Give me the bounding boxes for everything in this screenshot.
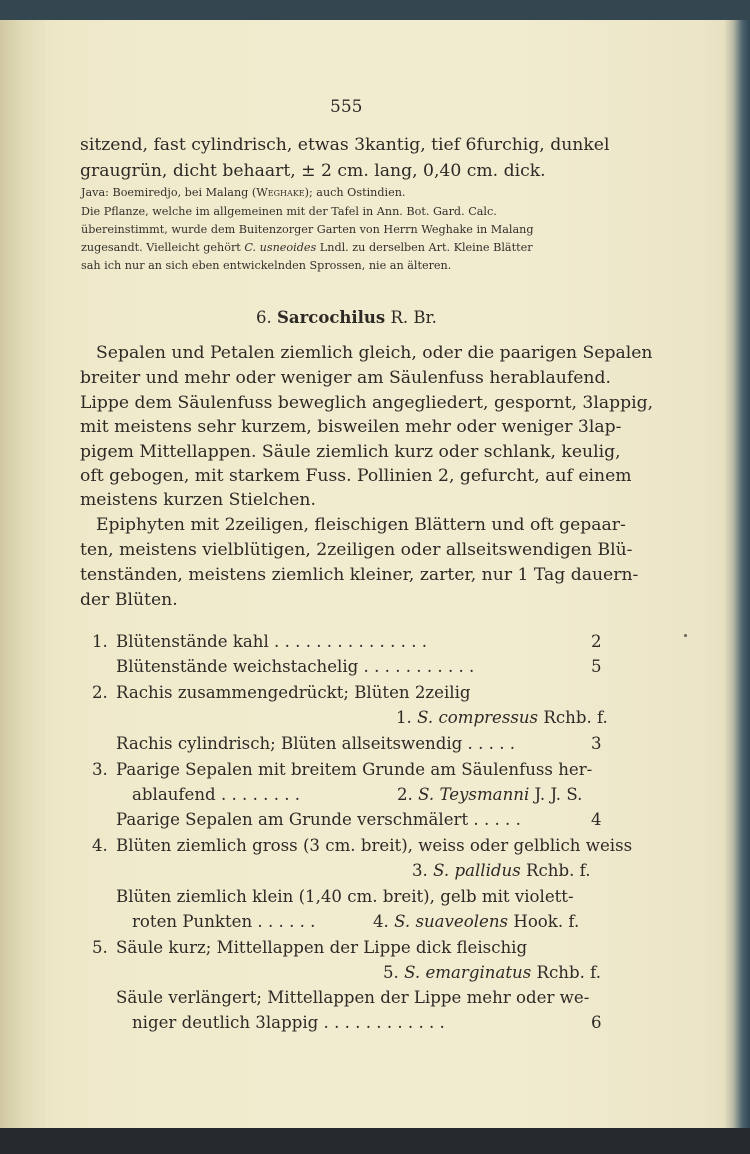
description-line-3: Lippe dem Säulenfuss beweglich angegliedert, gespornt, 3lappig,	[80, 393, 654, 413]
note-line-2: Die Pflanze, welche im allgemeinen mit der Tafel in Ann. Bot. Gard. Calc.	[81, 205, 497, 218]
description-line-9: ten, meistens vielblütigen, 2zeiligen oder allseitswendigen Blü-	[80, 540, 633, 560]
genus-heading: 6. Sarcochilus R. Br.	[256, 308, 437, 327]
key-reference: 2	[591, 632, 602, 651]
continuation-line-2: graugrün, dicht behaart, ± 2 cm. lang, 0,40 cm. dick.	[80, 161, 546, 181]
page-gutter	[0, 20, 46, 1130]
description-line-11: der Blüten.	[80, 590, 178, 610]
continuation-line-1: sitzend, fast cylindrisch, etwas 3kantig, tief 6furchig, dunkel	[80, 135, 610, 155]
scan-border-bottom	[0, 1128, 750, 1154]
note-line-3: übereinstimmt, wurde dem Buitenzorger Garten von Herrn Weghake in Malang	[81, 223, 534, 236]
description-line-2: breiter und mehr oder weniger am Säulenfuss herablaufend.	[80, 368, 611, 388]
key-species-line: 4. S. suaveolens Hook. f.	[373, 912, 580, 931]
scan-border-top	[0, 0, 750, 22]
key-number: 5.	[92, 938, 108, 957]
key-line: Blüten ziemlich klein (1,40 cm. breit), gelb mit violett-	[116, 887, 574, 906]
key-line: Säule kurz; Mittellappen der Lippe dick fleischig	[116, 938, 528, 957]
key-line: Paarige Sepalen am Grunde verschmälert . . . . .	[116, 810, 521, 829]
key-species-line: 5. S. emarginatus Rchb. f.	[383, 963, 601, 982]
ink-speck	[684, 634, 687, 637]
key-line: ablaufend . . . . . . . .	[132, 785, 301, 804]
key-line: Rachis cylindrisch; Blüten allseitswendig . . . . .	[116, 734, 516, 753]
key-species-line: 3. S. pallidus Rchb. f.	[412, 861, 591, 880]
key-number: 1.	[92, 632, 108, 651]
key-reference: 6	[591, 1013, 602, 1032]
key-reference: 4	[591, 810, 602, 829]
key-reference: 5	[591, 657, 602, 676]
description-line-10: tenständen, meistens ziemlich kleiner, zarter, nur 1 Tag dauern-	[80, 565, 639, 585]
description-line-8: Epiphyten mit 2zeiligen, fleischigen Blättern und oft gepaar-	[96, 515, 626, 535]
description-line-4: mit meistens sehr kurzem, bisweilen mehr oder weniger 3lap-	[80, 417, 622, 437]
note-line-4: zugesandt. Vielleicht gehört C. usneoides Lndl. zu derselben Art. Kleine Blätter	[81, 241, 533, 254]
key-line: Säule verlängert; Mittellappen der Lippe mehr oder we-	[116, 988, 590, 1007]
key-reference: 3	[591, 734, 602, 753]
key-number: 3.	[92, 760, 108, 779]
key-line: Blüten ziemlich gross (3 cm. breit), weiss oder gelblich weiss	[116, 836, 633, 855]
description-line-6: oft gebogen, mit starkem Fuss. Pollinien 2, gefurcht, auf einem	[80, 466, 632, 486]
key-line: Blütenstände weichstachelig . . . . . . . . . . .	[116, 657, 475, 676]
description-line-1: Sepalen und Petalen ziemlich gleich, oder die paarigen Sepalen	[96, 343, 653, 363]
note-java-line: Java: Boemiredjo, bei Malang (Weghake); auch Ostindien.	[81, 186, 406, 199]
key-species-line: 2. S. Teysmanni J. J. S.	[397, 785, 583, 804]
page-number: 555	[330, 97, 363, 117]
key-number: 4.	[92, 836, 108, 855]
key-number: 2.	[92, 683, 108, 702]
page-edge	[724, 20, 750, 1130]
description-line-7: meistens kurzen Stielchen.	[80, 490, 316, 510]
note-line-5: sah ich nur an sich eben entwickelnden Sprossen, nie an älteren.	[81, 259, 452, 272]
key-line: Blütenstände kahl . . . . . . . . . . . . . . .	[116, 632, 428, 651]
key-line: Rachis zusammengedrückt; Blüten 2zeilig	[116, 683, 471, 702]
key-species-line: 1. S. compressus Rchb. f.	[396, 708, 608, 727]
key-line: niger deutlich 3lappig . . . . . . . . . . . .	[132, 1013, 445, 1032]
key-line: Paarige Sepalen mit breitem Grunde am Säulenfuss her-	[116, 760, 593, 779]
description-line-5: pigem Mittellappen. Säule ziemlich kurz oder schlank, keulig,	[80, 442, 621, 462]
key-line: roten Punkten . . . . . .	[132, 912, 316, 931]
